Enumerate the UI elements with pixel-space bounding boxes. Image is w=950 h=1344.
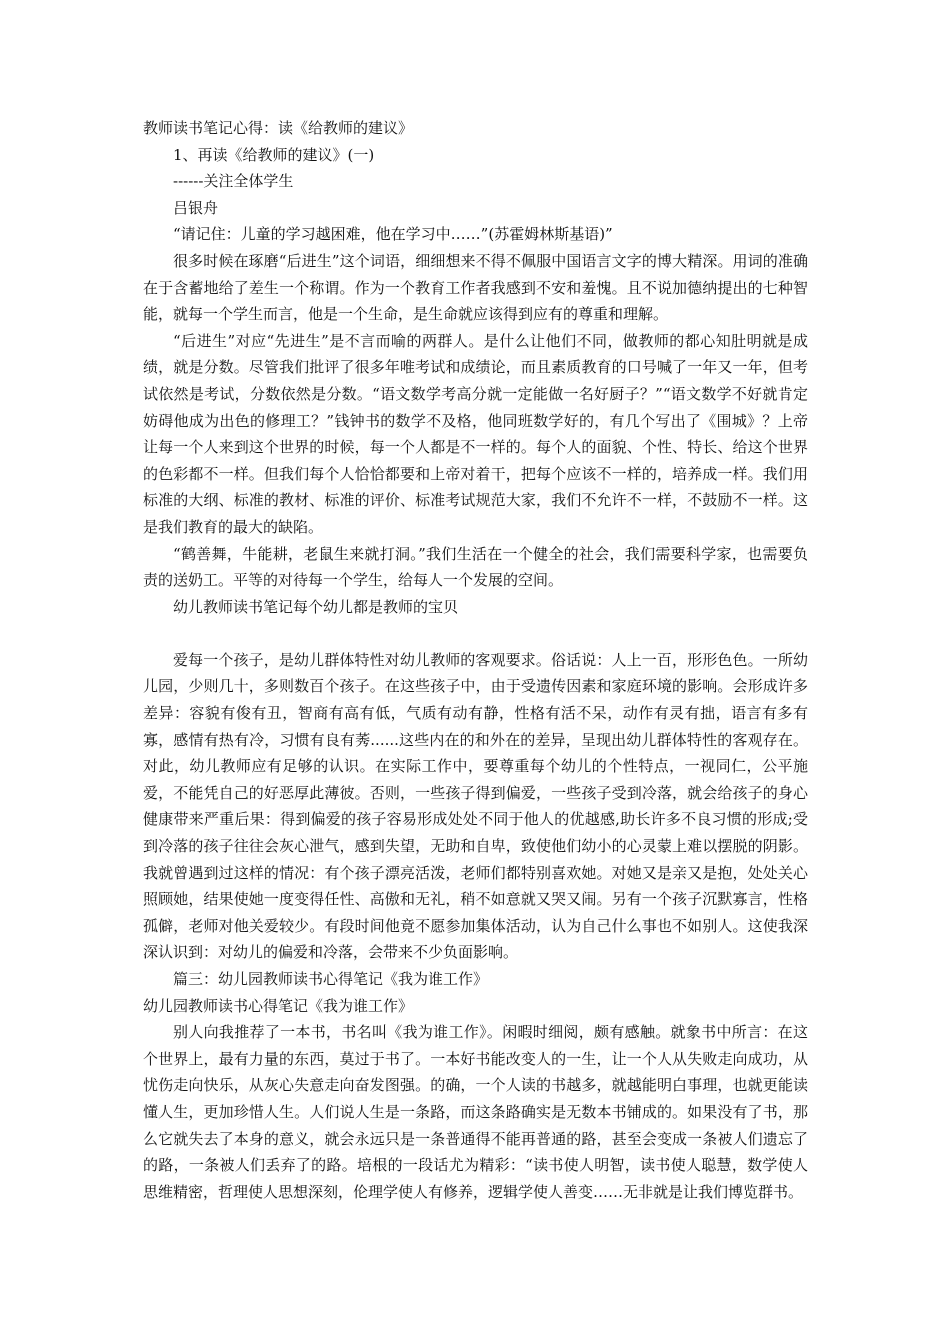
paragraph: 别人向我推荐了一本书，书名叫《我为谁工作》。闲暇时细阅，颇有感触。就象书中所言：在这个世界上，最有力量的东西，莫过于书了。一本好书能改变人的一生，让一个人从失败走向成功，从忧伤走向快乐，从灰心失意走向奋发图强。的确，一个人读的书越多，就越能明白事理，也就更能读懂人生，更加珍惜人生。人们说人生是一条路，而这条路确实是无数本书铺成的。如果没有了书，那么它就失去了本身的意义，就会永远只是一条普通得不能再普通的路，甚至会变成一条被人们遗忘了的路，一条被人们丢弃了的路。培根的一段话尤为精彩：“读书使人明智，读书使人聪慧，数学使人思维精密，哲理使人思想深刻，伦理学使人有修养，逻辑学使人善变……无非就是让我们博览群书。 (143, 1023, 808, 1201)
paragraph: “鹤善舞，牛能耕，老鼠生来就打洞。”我们生活在一个健全的社会，我们需要科学家，也需要负责的送奶工。平等的对待每一个学生，给每人一个发展的空间。 (143, 544, 808, 590)
document-title: 教师读书笔记心得：读《给教师的建议》 (143, 119, 414, 137)
section-heading: 1、再读《给教师的建议》(一) (173, 145, 375, 164)
quote: “请记住：儿童的学习越困难，他在学习中……”(苏霍姆林斯基语)” (173, 225, 613, 244)
section-subtitle: ------关注全体学生 (173, 172, 294, 191)
paragraph: 很多时候在琢磨“后进生”这个词语，细细想来不得不佩服中国语言文字的博大精深。用词的准确在于含蓄地给了差生一个称谓。作为一个教育工作者我感到不安和羞愧。且不说加德纳提出的七种智能，就每一个学生而言，他是一个生命，是生命就应该得到应有的尊重和理解。 (143, 251, 808, 324)
section-heading: 篇三：幼儿园教师读书心得笔记《我为谁工作》 (173, 970, 489, 988)
section-title: 幼儿园教师读书心得笔记《我为谁工作》 (143, 996, 414, 1015)
paragraph: 爱每一个孩子，是幼儿群体特性对幼儿教师的客观要求。俗话说：人上一百，形形色色。一所幼儿园，少则几十，多则数百个孩子。在这些孩子中，由于受遗传因素和家庭环境的影响。会形成许多差异：容貌有俊有丑，智商有高有低，气质有动有静，性格有活不呆，动作有灵有拙，语言有多有寡，感情有热有冷，习惯有良有莠......这些内在的和外在的差异，呈现出幼儿群体特性的客观存在。对此，幼儿教师应有足够的认识。在实际工作中，要尊重每个幼儿的个性特点，一视同仁，公平施爱，不能凭自己的好恶厚此薄彼。否则，一些孩子得到偏爱，一些孩子受到冷落，就会给孩子的身心健康带来严重后果：得到偏爱的孩子容易形成处处不同于他人的优越感,助长许多不良习惯的形成;受到冷落的孩子往往会灰心泄气，感到失望，无助和自卑，致使他们幼小的心灵蒙上难以摆脱的阴影。我就曾遇到过这样的情况：有个孩子漂亮活泼，老师们都特别喜欢她。对她又是亲又是抱，处处关心照顾她，结果使她一度变得任性、高傲和无礼，稍不如意就又哭又闹。另有一个孩子沉默寡言，性格孤僻，老师对他关爱较少。有段时间他竟不愿参加集体活动，认为自己什么事也不如别人。这使我深深认识到：对幼儿的偏爱和冷落，会带来不少负面影响。 (143, 650, 808, 962)
section-heading: 幼儿教师读书笔记每个幼儿都是教师的宝贝 (173, 597, 459, 616)
document-page (143, 115, 808, 1205)
blank-line (143, 620, 808, 647)
author-name: 吕银舟 (173, 198, 219, 217)
paragraph: “后进生”对应“先进生”是不言而喻的两群人。是什么让他们不同，做教师的都心知肚明就是成绩，就是分数。尽管我们批评了很多年唯考试和成绩论，而且素质教育的口号喊了一年又一年，但考试依然是考试，分数依然是分数。“语文数学考高分就一定能做一名好厨子？”“语文数学不好就肯定妨碍他成为出色的修理工？”钱钟书的数学不及格，他同班数学好的，有几个写出了《围城》？上帝让每一个人来到这个世界的时候，每一个人都是不一样的。每个人的面貌、个性、特长、给这个世界的色彩都不一样。但我们每个人恰恰都要和上帝对着干，把每个应该不一样的，培养成一样。我们用标准的大纲、标准的教材、标准的评价、标准考试规范大家，我们不允许不一样，不鼓励不一样。这是我们教育的最大的缺陷。 (143, 331, 808, 536)
